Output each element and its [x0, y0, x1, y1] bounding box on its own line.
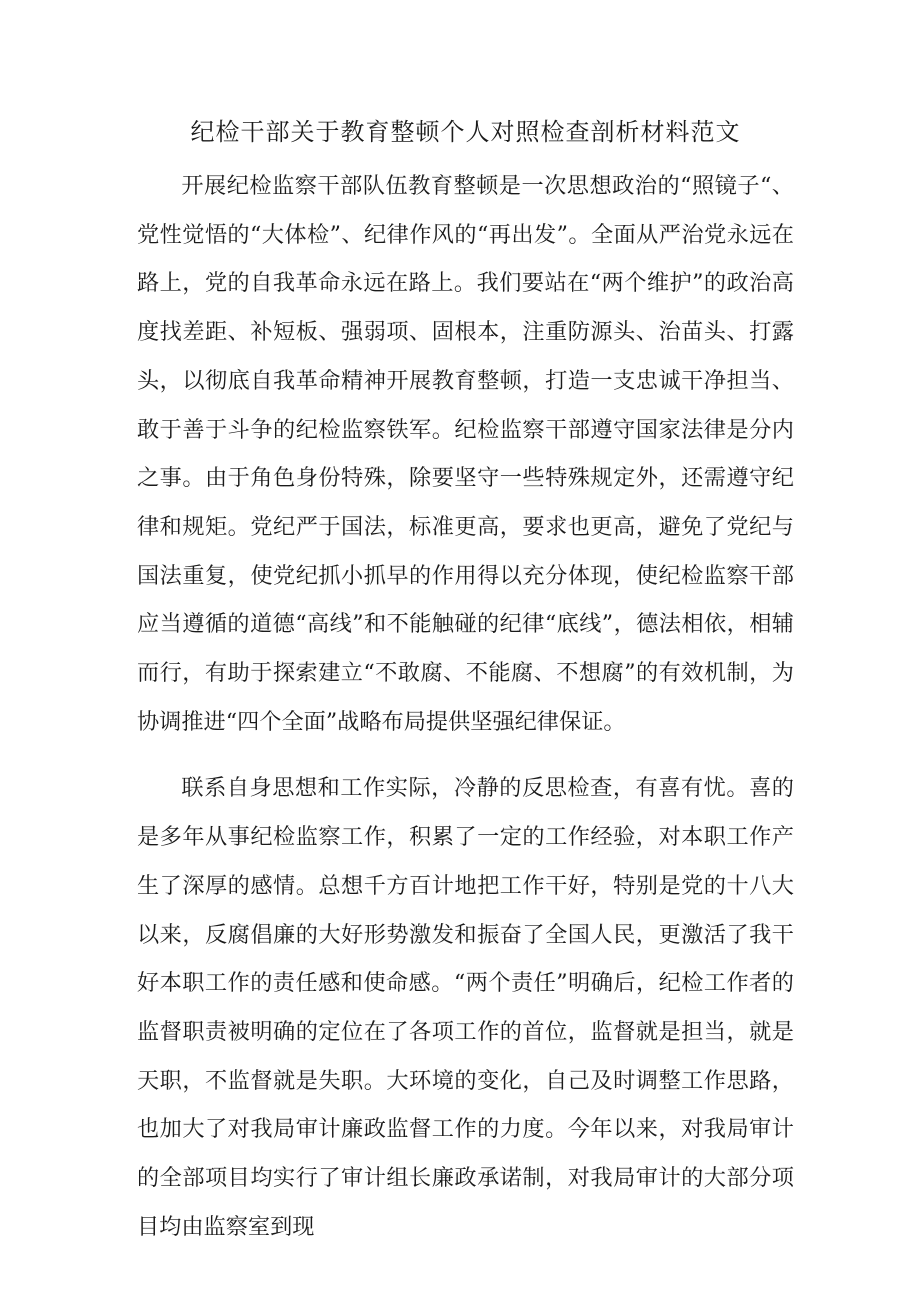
- document-title: 纪检干部关于教育整顿个人对照检查剖析材料范文: [190, 118, 741, 146]
- body-paragraph-2: 联系自身思想和工作实际，冷静的反思检查，有喜有忧。喜的是多年从事纪检监察工作，积累了一定的工作经验，对本职工作产生了深厚的感情。总想千方百计地把工作干好，特别是党的十八大以来，反腐倡廉的大好形势激发和振奋了全国人民，更激活了我干好本职工作的责任感和使命感。“两个责任”明确后，纪检工作者的监督职责被明确的定位在了各项工作的首位，监督就是担当，就是天职，不监督就是失职。大环境的变化，自己及时调整工作思路，也加大了对我局审计廉政监督工作的力度。今年以来，对我局审计的全部项目均实行了审计组长廉政承诺制，对我局审计的大部分项目均由监察室到现: [137, 775, 794, 1240]
- body-paragraph-1: 开展纪检监察干部队伍教育整顿是一次思想政治的“照镜子“、党性觉悟的“大体检”、纪律作风的“再出发”。全面从严治党永远在路上，党的自我革命永远在路上。我们要站在“两个维护”的政治高度找差距、补短板、强弱项、固根本，注重防源头、治苗头、打露头，以彻底自我革命精神开展教育整顿，打造一支忠诚干净担当、敢于善于斗争的纪检监察铁军。纪检监察干部遵守国家法律是分内之事。由于角色身份特殊，除要坚守一些特殊规定外，还需遵守纪律和规矩。党纪严于国法，标准更高，要求也更高，避免了党纪与国法重复，使党纪抓小抓早的作用得以充分体现，使纪检监察干部应当遵循的道德“高线”和不能触碰的纪律“底线”，德法相依，相辅而行，有助于探索建立“不敢腐、不能腐、不想腐”的有效机制，为协调推进“四个全面”战略布局提供坚强纪律保证。: [137, 173, 794, 735]
